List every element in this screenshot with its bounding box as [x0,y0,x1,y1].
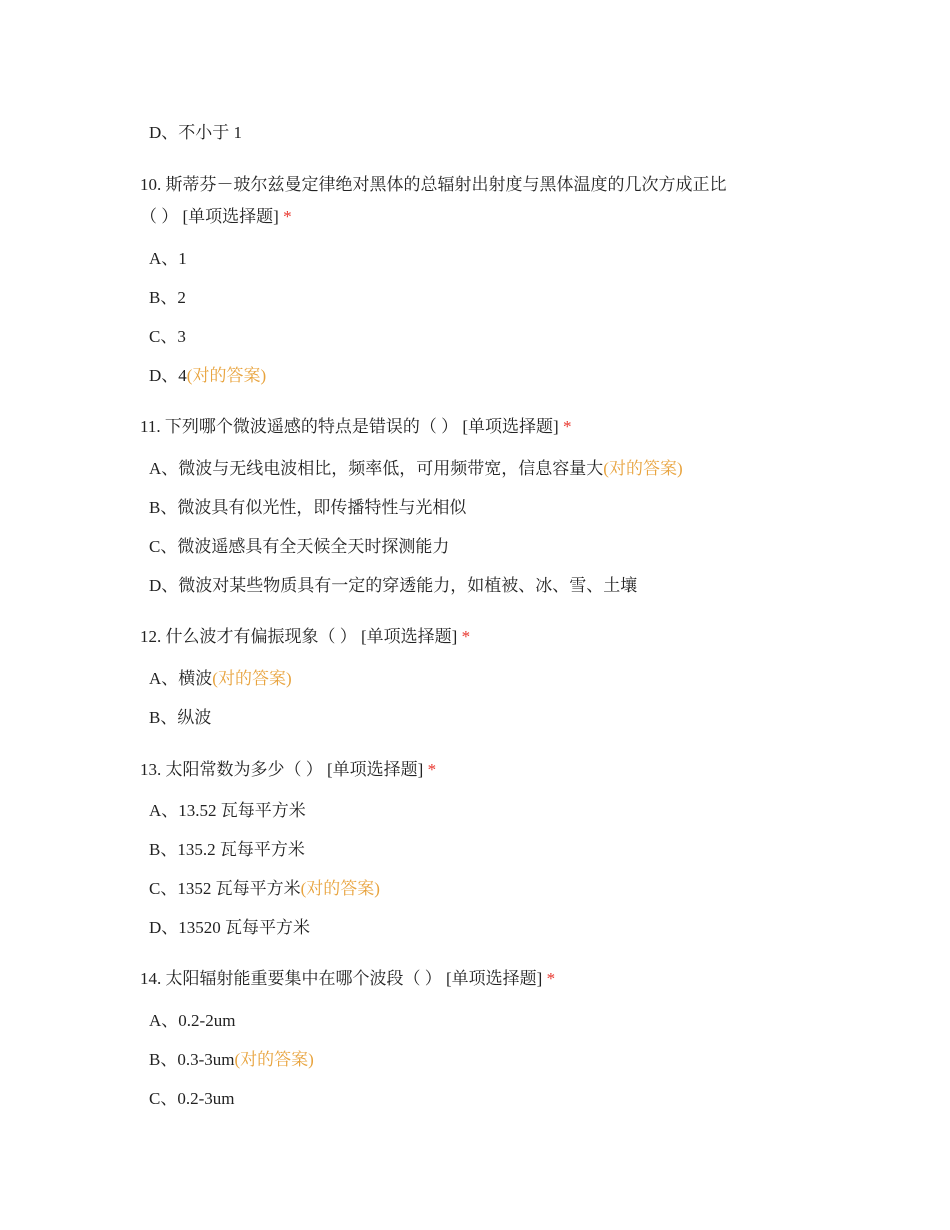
option-a: A、13.52 瓦每平方米 [149,801,306,820]
option-c: C、3 [149,327,186,346]
option-text: B、0.3-3um [149,1050,235,1069]
option-text: A、横波 [149,669,213,688]
question-title [140,416,571,438]
correct-answer-mark: (对的答案) [603,459,683,478]
option-b [149,1049,314,1071]
question-title: 10. 斯蒂芬－玻尔兹曼定律绝对黑体的总辐射出射度与黑体温度的几次方成正比 [140,175,727,194]
option-c: C、微波遥感具有全天候全天时探测能力 [149,537,450,556]
lead-option: D、不小于 1 [149,123,243,142]
option-b: B、纵波 [149,708,212,727]
required-star: * [461,627,471,646]
question-text: 11. 下列哪个微波遥感的特点是错误的（ ） [单项选择题] [140,417,563,436]
correct-answer-mark: (对的答案) [186,366,267,385]
option-b: B、微波具有似光性，即传播特性与光相似 [149,498,467,517]
option-d: D、13520 瓦每平方米 [149,918,311,937]
required-star: * [283,207,292,226]
option-c [149,878,380,900]
option-b: B、2 [149,288,186,307]
option-text: C、1352 瓦每平方米 [149,879,301,898]
option-d [149,365,266,387]
option-d: D、微波对某些物质具有一定的穿透能力，如植被、冰、雪、土壤 [149,576,638,595]
correct-answer-mark: (对的答案) [300,879,380,898]
required-star: * [427,760,437,779]
required-star: * [562,417,572,436]
required-star: * [546,969,556,988]
option-text: A、微波与无线电波相比，频率低，可用频带宽，信息容量大 [149,459,604,478]
option-text: D、4 [149,366,187,385]
question-text: 12. 什么波才有偏振现象（ ） [单项选择题] [140,627,462,646]
option-a [149,668,292,690]
option-a: A、1 [149,249,187,268]
question-title [140,968,555,990]
correct-answer-mark: (对的答案) [212,669,292,688]
question-text: 14. 太阳辐射能重要集中在哪个波段（ ） [单项选择题] [140,969,547,988]
option-b: B、135.2 瓦每平方米 [149,840,305,859]
option-a [149,458,683,480]
option-c: C、0.2-3um [149,1089,235,1108]
question-title-cont [140,206,292,228]
question-text: 13. 太阳常数为多少（ ） [单项选择题] [140,760,428,779]
question-title [140,626,470,648]
correct-answer-mark: (对的答案) [234,1050,314,1069]
question-title [140,759,436,781]
option-a: A、0.2-2um [149,1011,236,1030]
question-type: （ ） [单项选择题] [140,207,284,226]
